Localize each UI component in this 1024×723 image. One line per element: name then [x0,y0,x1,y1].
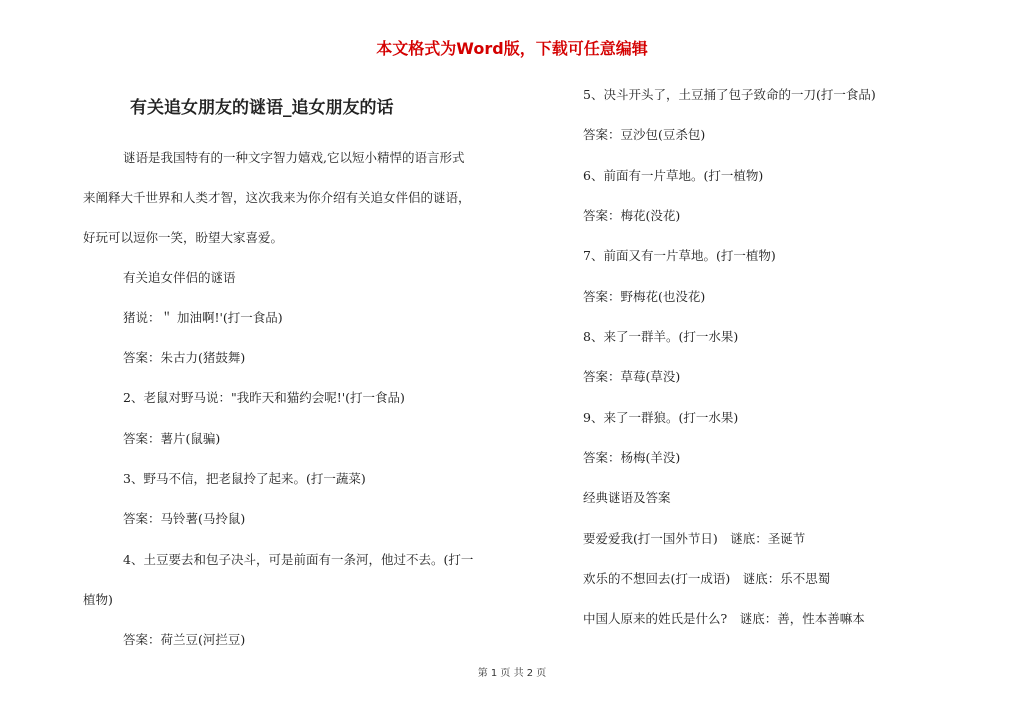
right-line-8: 答案：草莓(草没) [583,369,681,384]
right-line-3: 6、前面有一片草地。(打一植物) [583,168,764,183]
word-format-banner: 本文格式为Word版，下载可任意编辑 [376,39,648,58]
right-line-4: 答案：梅花(没花) [583,208,681,223]
left-line-12: 植物) [83,592,113,607]
right-line-5: 7、前面又有一片草地。(打一植物) [583,248,776,263]
right-line-10: 答案：杨梅(羊没) [583,450,681,465]
right-line-11: 经典谜语及答案 [583,490,671,505]
left-line-10: 答案：马铃薯(马拎鼠) [123,511,246,526]
right-line-12: 要爱爱我(打一国外节日) 谜底：圣诞节 [583,531,806,546]
right-line-6: 答案：野梅花(也没花) [583,289,706,304]
left-line-2: 来阐释大千世界和人类才智，这次我来为你介绍有关追女伴侣的谜语， [83,190,471,205]
left-line-3: 好玩可以逗你一笑，盼望大家喜爱。 [83,230,284,245]
right-line-9: 9、来了一群狼。(打一水果) [583,410,739,425]
left-line-4: 有关追女伴侣的谜语 [123,270,236,285]
page-number-footer: 第 1 页 共 2 页 [477,668,547,679]
left-line-1: 谜语是我国特有的一种文字智力嬉戏,它以短小精悍的语言形式 [123,150,465,165]
left-line-13: 答案：荷兰豆(河拦豆) [123,632,246,647]
left-line-11: 4、土豆要去和包子决斗，可是前面有一条河，他过不去。(打一 [123,552,474,567]
left-line-7: 2、老鼠对野马说："我昨天和猫约会呢!'(打一食品) [123,390,405,405]
left-line-8: 答案：薯片(鼠骗) [123,431,221,446]
right-line-2: 答案：豆沙包(豆杀包) [583,127,706,142]
document-title: 有关追女朋友的谜语_追女朋友的话 [130,98,394,118]
right-line-13: 欢乐的不想回去(打一成语) 谜底：乐不思蜀 [583,571,831,586]
left-line-9: 3、野马不信，把老鼠拎了起来。(打一蔬菜) [123,471,366,486]
left-line-5: 猪说：＂ 加油啊!'(打一食品) [123,310,283,325]
left-line-6: 答案：朱古力(猪鼓舞) [123,350,246,365]
right-line-7: 8、来了一群羊。(打一水果) [583,329,739,344]
right-line-1: 5、决斗开头了，土豆捅了包子致命的一刀(打一食品) [583,87,876,102]
right-line-14: 中国人原来的姓氏是什么? 谜底：善，性本善嘛本 [583,611,865,626]
